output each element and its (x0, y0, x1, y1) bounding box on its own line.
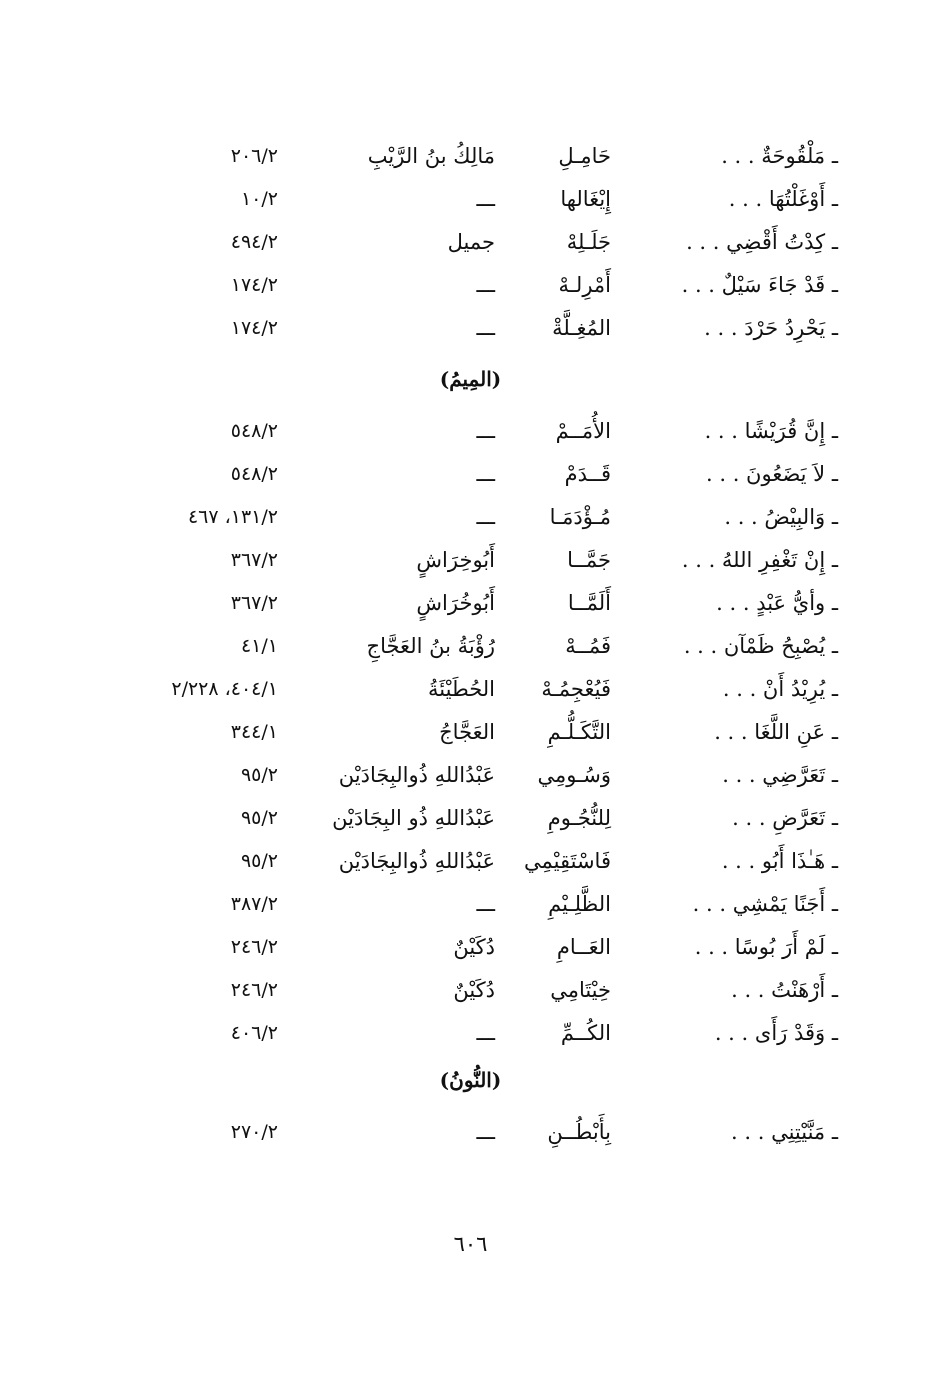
table-row (0, 754, 941, 796)
page-reference: ٢٤٦/٢ (230, 936, 278, 958)
table-row (0, 625, 941, 667)
table-row (0, 307, 941, 349)
page-reference: ٣٦٧/٢ (230, 592, 278, 614)
poet-name: ـــ (476, 892, 495, 916)
page-reference: ٣٨٧/٢ (230, 893, 278, 915)
verse-opening: ـ عَنِ اللَّغَا . . . (714, 720, 838, 744)
verse-opening: ـ وَقَدْ رَأَى . . . (714, 1021, 838, 1045)
rhyme-word: بِأَبْطُــنِ (547, 1120, 611, 1144)
poet-name: ـــ (476, 187, 495, 211)
verse-opening: ـ لاَ يَضَعُونَ . . . (706, 462, 838, 486)
poet-name: أَبُوخِرَاشٍ (416, 548, 495, 572)
page-reference: ١٣١/٢، ٤٦٧ (187, 506, 278, 528)
table-row (0, 969, 941, 1011)
poet-name: ـــ (476, 273, 495, 297)
verse-opening: ـ تَعَرَّضِ . . . (732, 806, 838, 830)
poet-name: جميل (447, 230, 495, 254)
poet-name: مَالِكُ بنُ الرَّيْبِ (367, 144, 495, 168)
table-row (0, 926, 941, 968)
poet-name: دُكَيْنٌ (453, 978, 495, 1002)
verse-opening: ـ لَمْ أَرَ بُوسًا . . . (694, 935, 838, 959)
rhyme-word: فَيُعْجِمُـهْ (541, 677, 611, 701)
verse-opening: ـ إِنَّ قُرَيْشًا . . . (704, 419, 838, 443)
verse-opening: ـ قَدْ جَاءَ سَيْلٌ . . . (681, 273, 838, 297)
table-row (0, 840, 941, 882)
rhyme-word: العَــامِ (556, 935, 611, 959)
rhyme-word: فَاسْتَقِيْمِي (524, 849, 611, 873)
table-row (0, 883, 941, 925)
table-row (0, 135, 941, 177)
table-row (0, 221, 941, 263)
page-reference: ٩٥/٢ (240, 764, 278, 786)
rhyme-word: وَسُـومِي (537, 763, 611, 787)
rhyme-word: لِلنُّجُـومِ (547, 806, 611, 830)
verse-opening: ـ يُرِيْدُ أَنْ . . . (722, 677, 838, 701)
page-reference: ٤٠٤/١، ٢/٢٢٨ (171, 678, 278, 700)
verse-opening: ـ مَلْقُوحَةٌ . . . (721, 144, 838, 168)
rhyme-word: مُـؤْدَمَـا (549, 505, 611, 529)
rhyme-word: قَــدَمْ (564, 462, 611, 486)
verse-opening: ـ وأيُّ عَبْدٍ . . . (716, 591, 838, 615)
rhyme-word: التَّكَـلُّـمِ (547, 720, 611, 744)
table-row (0, 496, 941, 538)
verse-opening: ـ أَوْغَلْتُهَا . . . (728, 187, 838, 211)
poet-name: العَجَّاجُ (439, 720, 495, 744)
verse-opening: ـ وَالبِيْضُ . . . (724, 505, 838, 529)
verse-opening: ـ تَعَرَّضِي . . . (722, 763, 838, 787)
rhyme-word: جَلَـلِهْ (566, 230, 611, 254)
verse-opening: ـ أَجَنًا يَمْشِي . . . (692, 892, 838, 916)
poet-name: رُؤْبَةُ بنُ العَجَّاجِ (366, 634, 495, 658)
poet-name: ـــ (476, 505, 495, 529)
table-row (0, 178, 941, 220)
page-reference: ٥٤٨/٢ (230, 420, 278, 442)
poet-name: الحُطَيْئَةُ (428, 677, 495, 701)
section-heading: (النُّونُ) (439, 1068, 502, 1092)
table-row (0, 1012, 941, 1054)
page-number: ٦٠٦ (453, 1232, 488, 1256)
rhyme-word: الأُمَــمْ (555, 419, 611, 443)
page-reference: ٢٧٠/٢ (230, 1121, 278, 1143)
page-reference: ٢٤٦/٢ (230, 979, 278, 1001)
poet-name: أَبُوخُرَاشٍ (416, 591, 495, 615)
verse-opening: ـ إِنْ تَغْفِرِ اللهُ . . . (681, 548, 838, 572)
rhyme-word: إِيْغَالها (560, 187, 611, 211)
page-reference: ٣٤٤/١ (230, 721, 278, 743)
table-row (0, 453, 941, 495)
poet-name: دُكَيْنٌ (453, 935, 495, 959)
page-reference: ٩٥/٢ (240, 807, 278, 829)
rhyme-word: خِيْتَامِي (550, 978, 611, 1002)
table-row (0, 668, 941, 710)
verse-opening: ـ أَرْهَنْتُ . . . (731, 978, 838, 1002)
rhyme-word: أَمْرِلـهْ (558, 273, 611, 297)
verse-opening: ـ يَحْرِدُ حَرْدَ . . . (704, 316, 838, 340)
poet-name: ـــ (476, 462, 495, 486)
table-row (0, 711, 941, 753)
table-row (0, 797, 941, 839)
page-reference: ٩٥/٢ (240, 850, 278, 872)
rhyme-word: جَمَّــا (567, 548, 611, 572)
rhyme-word: الظَّلِـيْمِ (548, 892, 611, 916)
table-row (0, 582, 941, 624)
page-reference: ١٠/٢ (240, 188, 278, 210)
poet-name: ـــ (476, 316, 495, 340)
page-reference: ٣٦٧/٢ (230, 549, 278, 571)
page-reference: ١٧٤/٢ (230, 317, 278, 339)
poet-name: ـــ (476, 1021, 495, 1045)
page-reference: ١٧٤/٢ (230, 274, 278, 296)
rhyme-word: المُغِـلَّةْ (552, 316, 611, 340)
table-row (0, 539, 941, 581)
rhyme-word: أَلَمَّــا (567, 591, 611, 615)
page-reference: ٤٩٤/٢ (230, 231, 278, 253)
poet-name: عَبْدُاللهِ ذُوالبِجَادَيْن (338, 849, 495, 873)
poet-name: ـــ (476, 419, 495, 443)
page-reference: ٢٠٦/٢ (230, 145, 278, 167)
rhyme-word: الكُــمِّ (560, 1021, 611, 1045)
section-heading: (المِيمُ) (439, 367, 502, 391)
page-reference: ٤١/١ (240, 635, 278, 657)
poet-name: عَبْدُاللهِ ذُوالبِجَادَيْن (338, 763, 495, 787)
verse-opening: ـ هَـٰذَا أَبُو . . . (721, 849, 838, 873)
poet-name: ـــ (476, 1120, 495, 1144)
table-row (0, 264, 941, 306)
page-reference: ٥٤٨/٢ (230, 463, 278, 485)
poet-name: عَبْدُاللهِ ذُو البِجَادَيْن (332, 806, 495, 830)
verse-opening: ـ يُصْبِحُ ظَمْآن . . . (683, 634, 838, 658)
verse-opening: ـ كِدْتُ أَقْضِي . . . (686, 230, 838, 254)
table-row (0, 1111, 941, 1153)
rhyme-word: حَامِـلِ (558, 144, 611, 168)
table-row (0, 410, 941, 452)
page-reference: ٤٠٦/٢ (230, 1022, 278, 1044)
rhyme-word: فَمُــهْ (565, 634, 611, 658)
verse-opening: ـ مَنَّيْتِنِي . . . (731, 1120, 838, 1144)
